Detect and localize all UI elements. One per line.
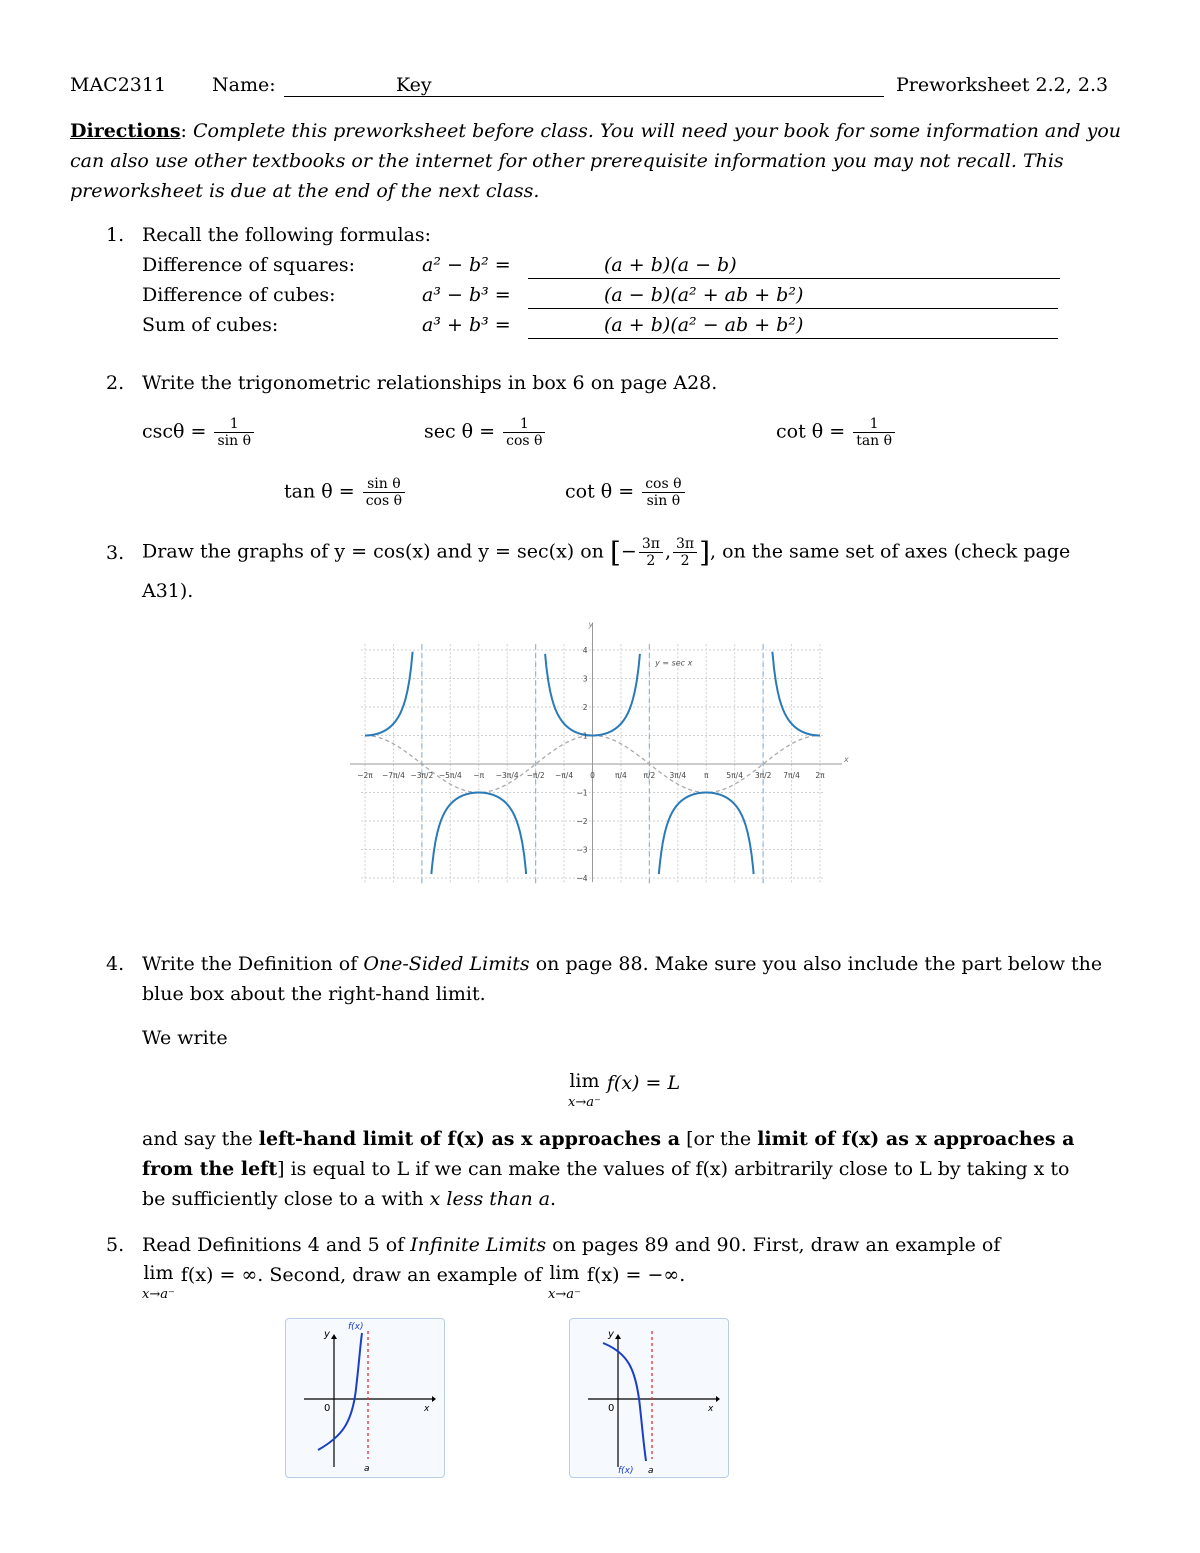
directions-line-2: can also use other textbooks or the internet for other prerequisite information you may not recall. This: [70, 150, 1064, 172]
cot1-den: tan θ: [856, 433, 893, 450]
q4-lim-rhs: f(x) = L: [606, 1072, 681, 1094]
cot2-num: cos θ: [642, 476, 684, 493]
q5-lim1: lim: [143, 1262, 174, 1284]
fig2-x-label: x: [708, 1404, 714, 1414]
curve-to-negative-infinity: [603, 1343, 646, 1461]
q1-answer: (a + b)(a² − ab + b²): [604, 314, 804, 336]
y-tick-label: 2: [582, 703, 588, 712]
x-tick-label: 0: [590, 771, 595, 780]
q5-lim2: lim: [549, 1262, 580, 1284]
graph-axes: [350, 623, 842, 882]
fig1-x-label: x: [424, 1404, 430, 1414]
q4-lim-sub: x→a⁻: [568, 1095, 601, 1110]
sec-lhs: sec θ =: [424, 420, 496, 443]
q4-lim-block: [568, 1072, 601, 1110]
sec-num: 1: [503, 416, 545, 433]
q4-def-1c: [or the: [686, 1128, 752, 1150]
q1-answer: (a + b)(a − b): [604, 254, 737, 276]
tan-identity: [284, 476, 407, 509]
fig2-origin-label: 0: [608, 1403, 615, 1414]
x-tick-label: −5π/4: [438, 771, 462, 780]
directions-line-1: Directions: Complete this preworksheet before class. You will need your book for some information and you: [70, 120, 1122, 142]
tan-fraction: [363, 476, 405, 509]
sec-den: cos θ: [506, 433, 543, 450]
y-tick-label: 4: [582, 646, 588, 655]
q4-def-1d: limit of f(x) as x approaches a: [757, 1128, 1075, 1150]
cot-identity-2: [565, 476, 687, 509]
q4-def-line-3: [142, 1188, 556, 1210]
fig1-y-label: y: [324, 1329, 330, 1340]
bracket-right: ]: [699, 536, 711, 570]
q4-def-2a: from the left: [142, 1158, 278, 1180]
q5-lim2-block: [548, 1264, 581, 1302]
cot2-fraction: [642, 476, 684, 509]
q4-prompt-term: One-Sided Limits: [363, 953, 530, 975]
graph-labels: [357, 620, 849, 883]
q4-def-1b: left-hand limit of f(x) as x approaches a: [258, 1128, 681, 1150]
q4-prompt-c: blue box about the right-hand limit.: [142, 983, 486, 1005]
name-blank: [284, 74, 884, 97]
cot2-den: sin θ: [646, 493, 681, 510]
x-tick-label: −3π/2: [410, 771, 434, 780]
q4-lim: lim: [569, 1070, 600, 1092]
y-tick-label: −2: [576, 817, 588, 826]
sec-identity: [424, 416, 547, 449]
sec-branch: [365, 652, 413, 736]
cot-identity-1: [776, 416, 897, 449]
sec-curve-label: y = sec x: [655, 658, 693, 668]
x-tick-label: 3π/2: [754, 771, 772, 780]
bracket-left: [: [609, 536, 621, 570]
tan-den: cos θ: [365, 493, 403, 510]
q5-prompt-a: Read Definitions 4 and 5 of: [142, 1234, 405, 1256]
q4-def-line-2: [142, 1158, 1070, 1180]
q4-prompt-a: Write the Definition of: [142, 953, 358, 975]
q5-figure-1: [285, 1318, 445, 1478]
x-tick-label: −7π/4: [382, 771, 405, 780]
name-label: Name:: [212, 74, 276, 96]
x-tick-label: 3π/4: [669, 771, 687, 780]
x-tick-label: −π: [473, 771, 485, 780]
q4-def-3b: x less than a: [429, 1188, 551, 1210]
x-tick-label: −π/2: [526, 771, 545, 780]
fig2-curve-label: f(x): [618, 1466, 634, 1476]
sec-branch: [772, 652, 820, 736]
q4-prompt-line-1: [142, 953, 1102, 975]
q5-lim1-rhs: f(x) = ∞. Second, draw an example of: [180, 1264, 542, 1286]
y-tick-label: −4: [576, 874, 588, 883]
y-axis-arrow: [331, 1334, 337, 1339]
q2-prompt: Write the trigonometric relationships in box 6 on page A28.: [142, 372, 718, 394]
q3-prompt: Draw the graphs of y = cos(x) and y = sec(x) on [− $\frac{3\pi}{2}$ , $\frac{3\pi}{2}$ ], on the same set of axes (check page: [142, 536, 1071, 570]
q1-row-lhs: a² − b² =: [422, 254, 511, 276]
fig2-a-label: a: [648, 1466, 654, 1476]
q4-def-3c: .: [550, 1188, 557, 1210]
y-tick-label: −3: [576, 845, 588, 855]
q4-limit-expression: [568, 1072, 680, 1110]
q5-prompt-term: Infinite Limits: [410, 1234, 547, 1256]
fig1-curve-label: f(x): [348, 1322, 364, 1332]
interval-neg: −: [620, 540, 637, 563]
q5-prompt-line-2: [142, 1264, 685, 1302]
x-tick-label: −π/4: [555, 771, 574, 780]
directions-line-3: preworksheet is due at the end of the next class.: [70, 180, 540, 202]
q3-number: 3.: [106, 542, 125, 564]
q4-def-line-1: [142, 1128, 1074, 1150]
x-tick-label: π: [703, 771, 709, 780]
q5-lim2-rhs: f(x) = −∞.: [586, 1264, 686, 1286]
csc-num: 1: [214, 416, 254, 433]
q4-prompt-b: on page 88. Make sure you also include the part below the: [535, 953, 1103, 975]
csc-lhs: cscθ =: [142, 420, 207, 443]
name-value: Key: [396, 74, 432, 96]
q1-row-label: Sum of cubes:: [142, 314, 279, 336]
q1-answer: (a − b)(a² + ab + b²): [604, 284, 804, 306]
q5-figure-2-svg: [570, 1319, 728, 1477]
q5-prompt-b: on pages 89 and 90. First, draw an example of: [552, 1234, 1001, 1256]
curve-to-positive-infinity: [318, 1333, 362, 1450]
sec-fraction: [503, 416, 545, 449]
csc-den: sin θ: [217, 433, 252, 450]
x-axis-label: x: [844, 755, 849, 764]
fig1-origin-label: 0: [324, 1403, 331, 1414]
course-code: MAC2311: [70, 74, 167, 96]
x-tick-label: 2π: [815, 771, 825, 780]
sec-cos-graph: [340, 615, 860, 890]
fig1-a-label: a: [364, 1464, 370, 1474]
q4-def-3a: be sufficiently close to a with: [142, 1188, 424, 1210]
directions-text-1: Complete this preworksheet before class. You will need your book for some information and you: [193, 120, 1122, 142]
q3-prompt-a: Draw the graphs of y = cos(x) and y = sec(x) on: [142, 540, 604, 563]
q5-figure-1-svg: [286, 1319, 444, 1477]
q5-lim1-sub: x→a⁻: [142, 1287, 175, 1302]
interval-den: 2: [646, 553, 656, 570]
q1-prompt: Recall the following formulas:: [142, 224, 432, 246]
csc-identity: [142, 416, 256, 449]
q4-we-write: We write: [142, 1027, 228, 1049]
cot1-num: 1: [853, 416, 895, 433]
y-tick-label: −1: [576, 788, 588, 798]
x-tick-label: π/2: [643, 771, 656, 780]
worksheet-title: Preworksheet 2.2, 2.3: [896, 74, 1109, 96]
q5-lim2-sub: x→a⁻: [548, 1287, 581, 1302]
x-tick-label: π/4: [615, 771, 627, 780]
x-tick-label: −3π/4: [495, 771, 519, 780]
q5-number: 5.: [106, 1234, 125, 1256]
x-axis-arrow: [716, 1396, 720, 1402]
tan-lhs: tan θ =: [284, 480, 355, 503]
q3-prompt-c: A31).: [142, 580, 194, 602]
q5-figure-2: [569, 1318, 729, 1478]
q4-number: 4.: [106, 953, 125, 975]
q1-row-label: Difference of cubes:: [142, 284, 336, 306]
y-tick-label: 1: [582, 731, 588, 741]
q4-def-1a: and say the: [142, 1128, 253, 1150]
directions-label: Directions: [70, 120, 181, 142]
cot1-fraction: [853, 416, 895, 449]
x-tick-label: 5π/4: [726, 771, 743, 780]
cot1-lhs: cot θ =: [776, 420, 846, 443]
q5-prompt-line-1: [142, 1234, 1000, 1256]
fig2-y-label: y: [608, 1329, 614, 1340]
interval-frac-left: [639, 536, 663, 569]
q4-def-2b: ] is equal to L if we can make the values of f(x) arbitrarily close to L by taking x to: [277, 1158, 1070, 1180]
x-tick-label: 7π/4: [783, 771, 800, 780]
q1-row-label: Difference of squares:: [142, 254, 356, 276]
interval-frac-right: [673, 536, 697, 569]
cot2-lhs: cot θ =: [565, 480, 635, 503]
interval-num: 3π: [673, 536, 697, 553]
q3-prompt-b: , on the same set of axes (check page: [710, 540, 1071, 563]
q2-number: 2.: [106, 372, 125, 394]
csc-fraction: [214, 416, 254, 449]
y-tick-label: 3: [582, 674, 588, 684]
x-tick-label: −2π: [357, 771, 373, 780]
x-axis-arrow: [432, 1396, 436, 1402]
tan-num: sin θ: [363, 476, 405, 493]
y-axis-label: y: [588, 620, 594, 629]
y-axis-arrow: [615, 1334, 621, 1339]
q5-lim1-block: [142, 1264, 175, 1302]
q1-row-lhs: a³ + b³ =: [422, 314, 511, 336]
interval-den: 2: [680, 553, 690, 570]
interval-num: 3π: [639, 536, 663, 553]
q1-row-lhs: a³ − b³ =: [422, 284, 511, 306]
q1-number: 1.: [106, 224, 125, 246]
